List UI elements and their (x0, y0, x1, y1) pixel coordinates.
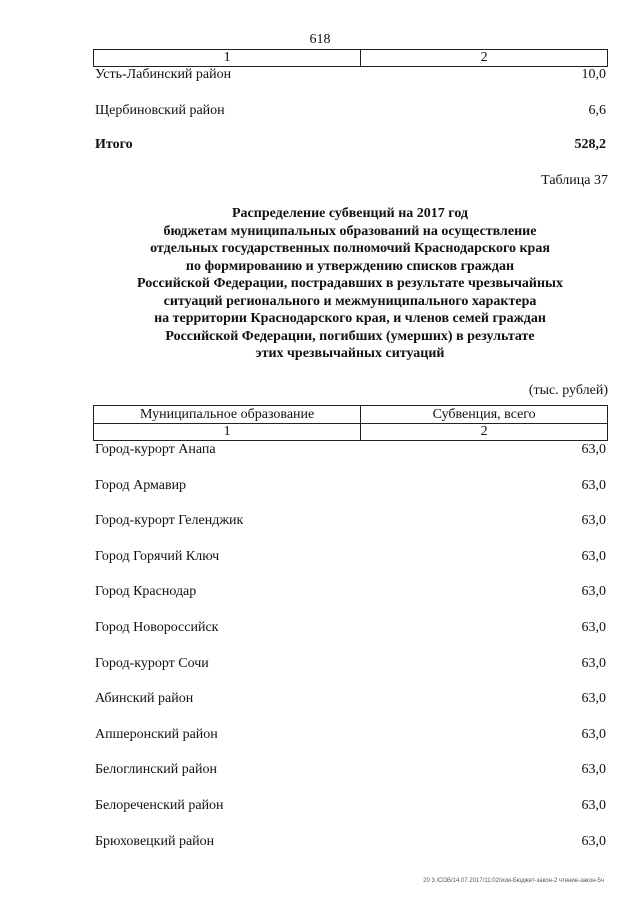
table-row (95, 548, 606, 566)
row-name: Апшеронский район (95, 727, 218, 742)
row-value: 63,0 (581, 620, 606, 635)
row-value: 63,0 (581, 762, 606, 777)
table-row (95, 583, 606, 601)
row-name: Город Новороссийск (95, 620, 219, 635)
total-label: Итого (95, 137, 133, 152)
row-value: 63,0 (581, 584, 606, 599)
table-row (95, 655, 606, 673)
table-row (95, 726, 606, 744)
row-value: 63,0 (581, 834, 606, 849)
table-row (95, 833, 606, 851)
row-name: Белоглинский район (95, 762, 217, 777)
table-row (95, 102, 606, 120)
row-name: Город Армавир (95, 478, 187, 493)
title-line: отдельных государственных полномочий Краснодарского края (150, 241, 550, 256)
row-name: Город-курорт Сочи (95, 656, 209, 671)
units-label: (тыс. рублей) (528, 383, 608, 398)
title-line: бюджетам муниципальных образований на осуществление (163, 223, 537, 239)
row-value: 63,0 (581, 549, 606, 564)
table-title (80, 205, 620, 363)
page-number: 618 (309, 32, 331, 47)
column-number-1: 1 (94, 424, 361, 441)
column-number-2: 2 (361, 50, 608, 67)
title-line: ситуаций регионального и межмуниципального характера (163, 293, 537, 309)
row-name: Брюховецкий район (95, 834, 215, 849)
table-row (95, 441, 606, 459)
continuation-column-header (93, 49, 608, 67)
table-row (95, 797, 606, 815)
table-label: Таблица 37 (541, 173, 608, 188)
row-value: 10,0 (581, 67, 606, 82)
title-line: Российской Федерации, погибших (умерших) в результате (165, 328, 535, 344)
row-value: 63,0 (581, 691, 606, 706)
row-value: 6,6 (588, 103, 606, 118)
column-number-1: 1 (94, 50, 361, 67)
table-row (95, 512, 606, 530)
column-number-2: 2 (361, 424, 608, 441)
row-name: Город-курорт Геленджик (95, 513, 244, 528)
row-name: Абинский район (95, 691, 194, 706)
row-name: Белореченский район (95, 798, 224, 813)
row-value: 63,0 (581, 656, 606, 671)
table-row (95, 477, 606, 495)
row-name: Усть-Лабинский район (95, 67, 232, 82)
table-row (95, 66, 606, 84)
table-header (93, 405, 608, 441)
table-row (95, 619, 606, 637)
row-name: Город-курорт Анапа (95, 442, 216, 457)
title-line: по формированию и утверждению списков граждан (185, 258, 515, 274)
column-header-municipality: Муниципальное образование (94, 406, 361, 424)
row-value: 63,0 (581, 727, 606, 742)
table-row (95, 690, 606, 708)
row-value: 63,0 (581, 478, 606, 493)
total-value: 528,2 (574, 137, 606, 152)
title-line: Российской Федерации, пострадавших в результате чрезвычайных (137, 276, 563, 291)
row-name: Город Краснодар (95, 584, 197, 599)
title-line: на территории Краснодарского края, и членов семей граждан (154, 311, 546, 326)
title-line: этих чрезвычайных ситуаций (255, 346, 445, 361)
column-header-subvention: Субвенция, всего (361, 406, 608, 424)
row-value: 63,0 (581, 798, 606, 813)
row-name: Город Горячий Ключ (95, 549, 220, 564)
total-row (95, 136, 606, 154)
row-value: 63,0 (581, 513, 606, 528)
title-line: Распределение субвенций на 2017 год (232, 206, 468, 221)
row-name: Щербиновский район (95, 103, 225, 118)
footer-note: 20 3 /СОВ/14.07.2017/11:02/изм-Бюджет-закон-2 чтение-закон-5ч (423, 878, 604, 884)
table-row (95, 761, 606, 779)
row-value: 63,0 (581, 442, 606, 457)
